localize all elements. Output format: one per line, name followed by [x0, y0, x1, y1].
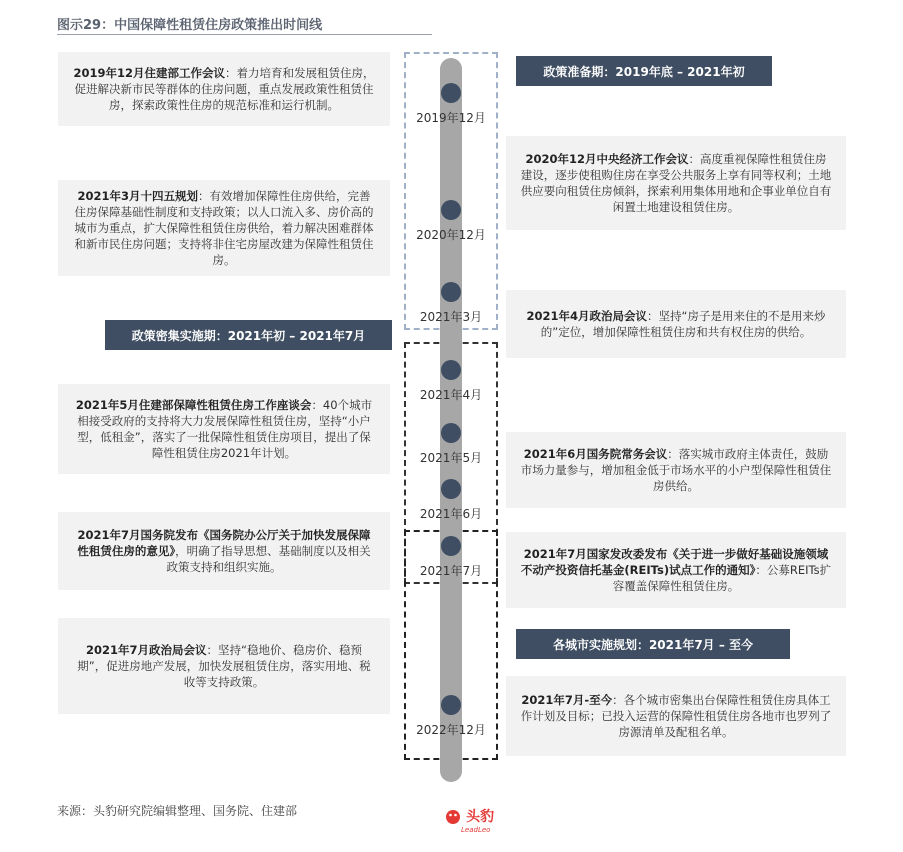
event-heading: 2021年7月-至今 [521, 693, 613, 707]
event-card [58, 512, 390, 590]
event-card [506, 290, 846, 358]
event-text: ：高度重视保障性租赁住房建设，逐步使租购住房在享受公共服务上享有同等权利；土地供应要向租赁住房倾斜，探索利用集体用地和企事业单位自有闲置土地建设租赁住房。 [520, 152, 832, 214]
event-heading: 2021年7月国家发改委发布《关于进一步做好基础设施领域不动产投资信托基金(REITs)试点工作的通知》 [520, 547, 829, 577]
leopard-icon [445, 809, 461, 825]
figure-title: 图示29：中国保障性租赁住房政策推出时间线 [57, 18, 323, 33]
event-heading: 2021年7月政治局会议 [86, 643, 207, 657]
event-heading: 2021年7月国务院发布《国务院办公厅关于加快发展保障性租赁住房的意见》 [77, 528, 371, 558]
event-card [506, 532, 846, 608]
source-note: 来源：头豹研究院编辑整理、国务院、住建部 [57, 804, 298, 818]
event-text: ：40个城市相接受政府的支持将大力发展保障性租赁住房，坚持“小户型，低租金”，落实了一批保障性租赁住房项目，提出了保障性租赁住房2021年计划。 [77, 398, 373, 460]
timeline-dot [441, 536, 461, 556]
event-text: ：坚持“稳地价、稳房价、稳预期”，促进房地产发展，加快发展租赁住房，落实用地、税收等支持政策。 [77, 643, 371, 689]
event-heading: 2019年12月住建部工作会议 [73, 66, 225, 80]
phase-label-intensive: 政策密集实施期：2021年初 – 2021年7月 [105, 320, 392, 350]
event-heading: 2021年3月十四五规划 [77, 189, 198, 203]
event-heading: 2020年12月中央经济工作会议 [525, 152, 689, 166]
logo-subtitle: LeadLeo [461, 826, 491, 834]
timeline-dot [441, 200, 461, 220]
phase-label-city-plans: 各城市实施规划：2021年7月 – 至今 [516, 629, 790, 659]
timeline-date: 2021年4月 [419, 388, 483, 402]
timeline-dot [441, 83, 461, 103]
event-card [506, 676, 846, 756]
timeline-date: 2021年3月 [419, 310, 483, 324]
logo-name: 头豹 [466, 809, 495, 825]
event-card [58, 384, 390, 474]
event-heading: 2021年4月政治局会议 [526, 309, 648, 323]
event-card [58, 52, 390, 126]
timeline-date: 2021年6月 [419, 507, 483, 521]
event-card [58, 180, 390, 276]
timeline-dot [441, 282, 461, 302]
timeline-dot [441, 423, 461, 443]
event-text: ：有效增加保障性住房供给，完善住房保障基础性制度和支持政策；以人口流入多、房价高的城市为重点，扩大保障性租赁住房供给，着力解决困难群体和新市民住房问题；支持将非住宅房屋改建为保障性租赁住房。 [74, 189, 374, 267]
event-text: ：公募REITs扩容覆盖保障性租赁住房。 [612, 563, 832, 593]
timeline-bar [440, 58, 462, 782]
event-text: ，明确了指导思想、基础制度以及相关政策支持和组织实施。 [166, 544, 371, 574]
timeline-date: 2021年5月 [419, 451, 483, 465]
timeline-dot [441, 479, 461, 499]
timeline-date: 2019年12月 [416, 111, 486, 125]
event-text: ：坚持“房子是用来住的不是用来炒的”定位，增加保障性租赁住房和共有权住房的供给。 [540, 309, 826, 339]
timeline-date: 2022年12月 [416, 723, 486, 737]
brand-logo [445, 806, 494, 834]
timeline-date: 2020年12月 [416, 228, 486, 242]
event-text: ：着力培育和发展租赁住房，促进解决新市民等群体的住房问题，重点发展政策性租赁住房，探索政策性住房的规范标准和运行机制。 [74, 66, 375, 112]
event-text: ：落实城市政府主体责任，鼓励市场力量参与，增加租金低于市场水平的小户型保障性租赁住房供给。 [520, 447, 832, 493]
phase-label-preparation: 政策准备期：2019年底 – 2021年初 [516, 56, 772, 86]
timeline-dot [441, 695, 461, 715]
event-text: ：各个城市密集出台保障性租赁住房具体工作计划及目标；已投入运营的保障性租赁住房各地市也罗列了房源清单及配租名单。 [520, 693, 832, 739]
title-divider [57, 34, 432, 35]
timeline-date: 2021年7月 [419, 564, 483, 578]
event-card [506, 136, 846, 230]
timeline-dot [441, 360, 461, 380]
event-card [58, 618, 390, 714]
event-heading: 2021年6月国务院常务会议 [523, 447, 668, 461]
event-card [506, 432, 846, 508]
event-heading: 2021年5月住建部保障性租赁住房工作座谈会 [75, 398, 312, 412]
